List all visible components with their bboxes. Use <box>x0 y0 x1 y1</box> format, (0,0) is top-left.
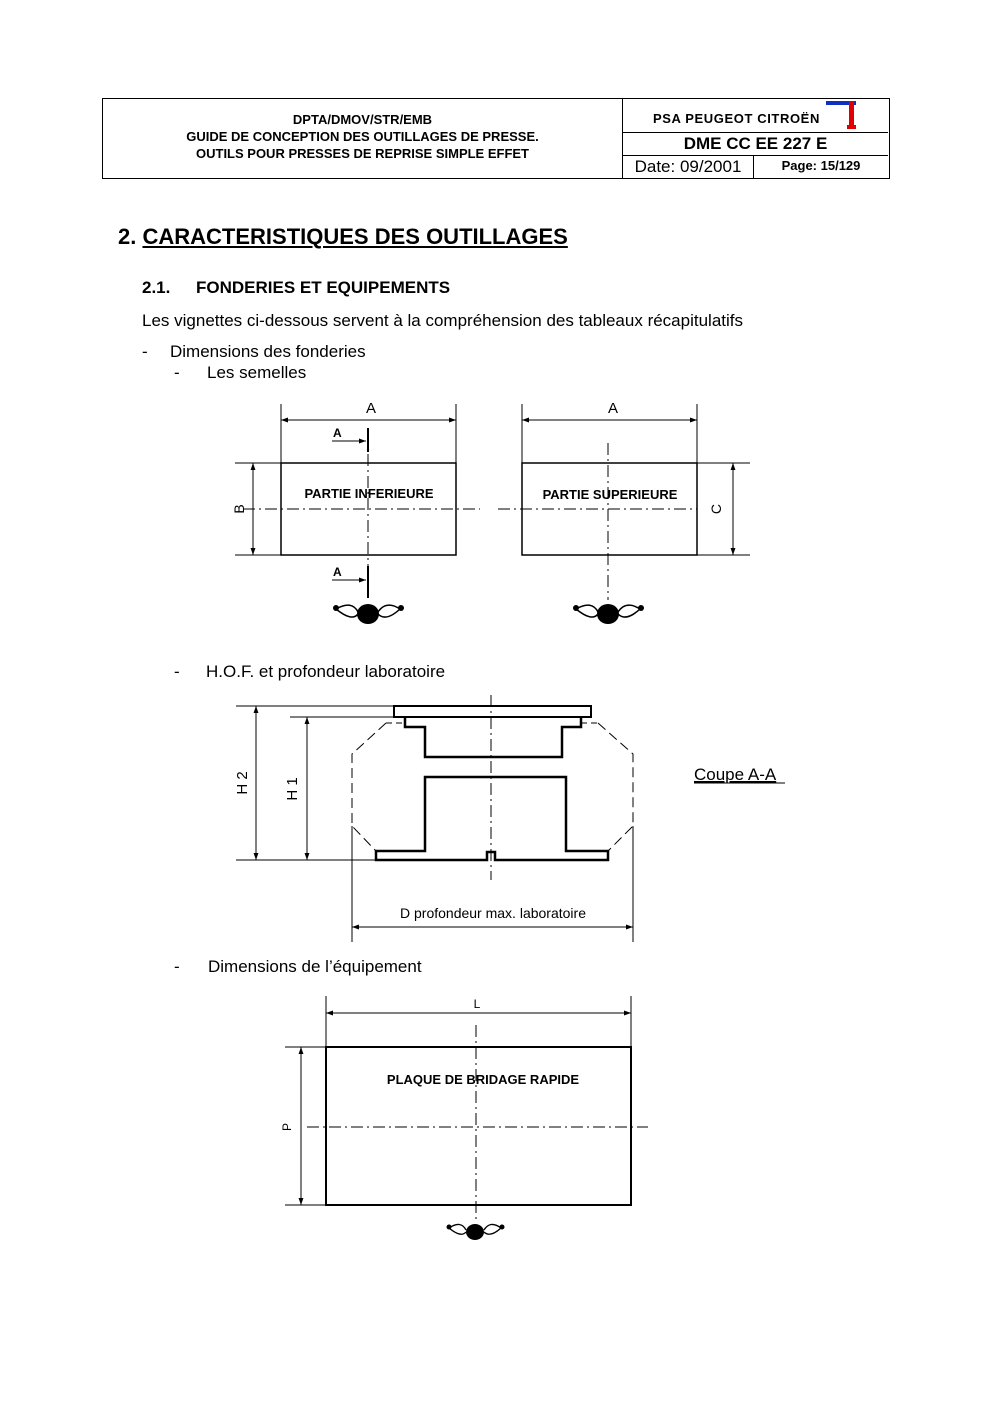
fig2-d-label: D profondeur max. laboratoire <box>400 905 586 921</box>
plaque-rect <box>326 1047 631 1205</box>
subsection-number: 2.1. <box>142 278 171 297</box>
bullet-fonderies: Dimensions des fonderies <box>170 342 366 361</box>
bullet-dash: - <box>174 363 180 382</box>
bullet-dash: - <box>174 662 180 681</box>
label-plaque: PLAQUE DE BRIDAGE RAPIDE <box>386 1072 580 1087</box>
bullet-hof: H.O.F. et profondeur laboratoire <box>206 662 446 681</box>
fig3-dim-l: L <box>473 997 481 1011</box>
eye-icon <box>333 604 404 624</box>
fig2-h2: H 2 <box>234 771 251 795</box>
fig2-h1: H 1 <box>284 777 301 801</box>
eye-icon <box>573 604 644 624</box>
upper-die <box>405 717 581 757</box>
eye-icon <box>447 1224 505 1240</box>
subsection-title: FONDERIES ET EQUIPEMENTS <box>196 278 451 297</box>
header-line-2: OUTILS POUR PRESSES DE REPRISE SIMPLE EFFET <box>196 146 529 161</box>
coupe-label: Coupe A-A <box>694 765 777 784</box>
section-number: 2. <box>118 224 137 249</box>
header-line-1: GUIDE DE CONCEPTION DES OUTILLAGES DE PRESSE. <box>186 129 539 144</box>
label-partie-superieure: PARTIE SUPERIEURE <box>542 487 678 502</box>
figure-semelles <box>235 404 750 600</box>
bullet-equipement: Dimensions de l’équipement <box>208 957 422 976</box>
doc-date: Date: 09/2001 <box>623 156 754 178</box>
fig1-dim-b: B <box>231 504 247 514</box>
doc-code: DME CC EE 227 E <box>623 133 888 156</box>
intro-paragraph: Les vignettes ci-dessous servent à la compréhension des tableaux récapitulatifs <box>142 311 744 330</box>
upper-plate <box>394 706 591 717</box>
fig1-dim-c: C <box>708 503 724 515</box>
fig3-dim-p: P <box>280 1122 294 1132</box>
bullet-dash: - <box>142 342 148 361</box>
label-partie-inferieure: PARTIE INFERIEURE <box>304 486 434 501</box>
bullet-semelles: Les semelles <box>207 363 307 382</box>
brand-name: PSA PEUGEOT CITROËN <box>653 111 820 126</box>
figure-equipement <box>285 996 648 1222</box>
section-mark-top: A <box>333 426 342 440</box>
section-mark-bottom: A <box>333 565 342 579</box>
fig1-dim-a-right: A <box>607 400 619 417</box>
bullet-dash: - <box>174 957 180 976</box>
section-title: CARACTERISTIQUES DES OUTILLAGES <box>142 224 568 249</box>
fig1-dim-a-left: A <box>365 400 377 417</box>
header-dept: DPTA/DMOV/STR/EMB <box>292 112 433 127</box>
page-number: Page: 15/129 <box>781 158 861 173</box>
press-frame <box>352 723 633 851</box>
lower-die <box>376 777 608 860</box>
